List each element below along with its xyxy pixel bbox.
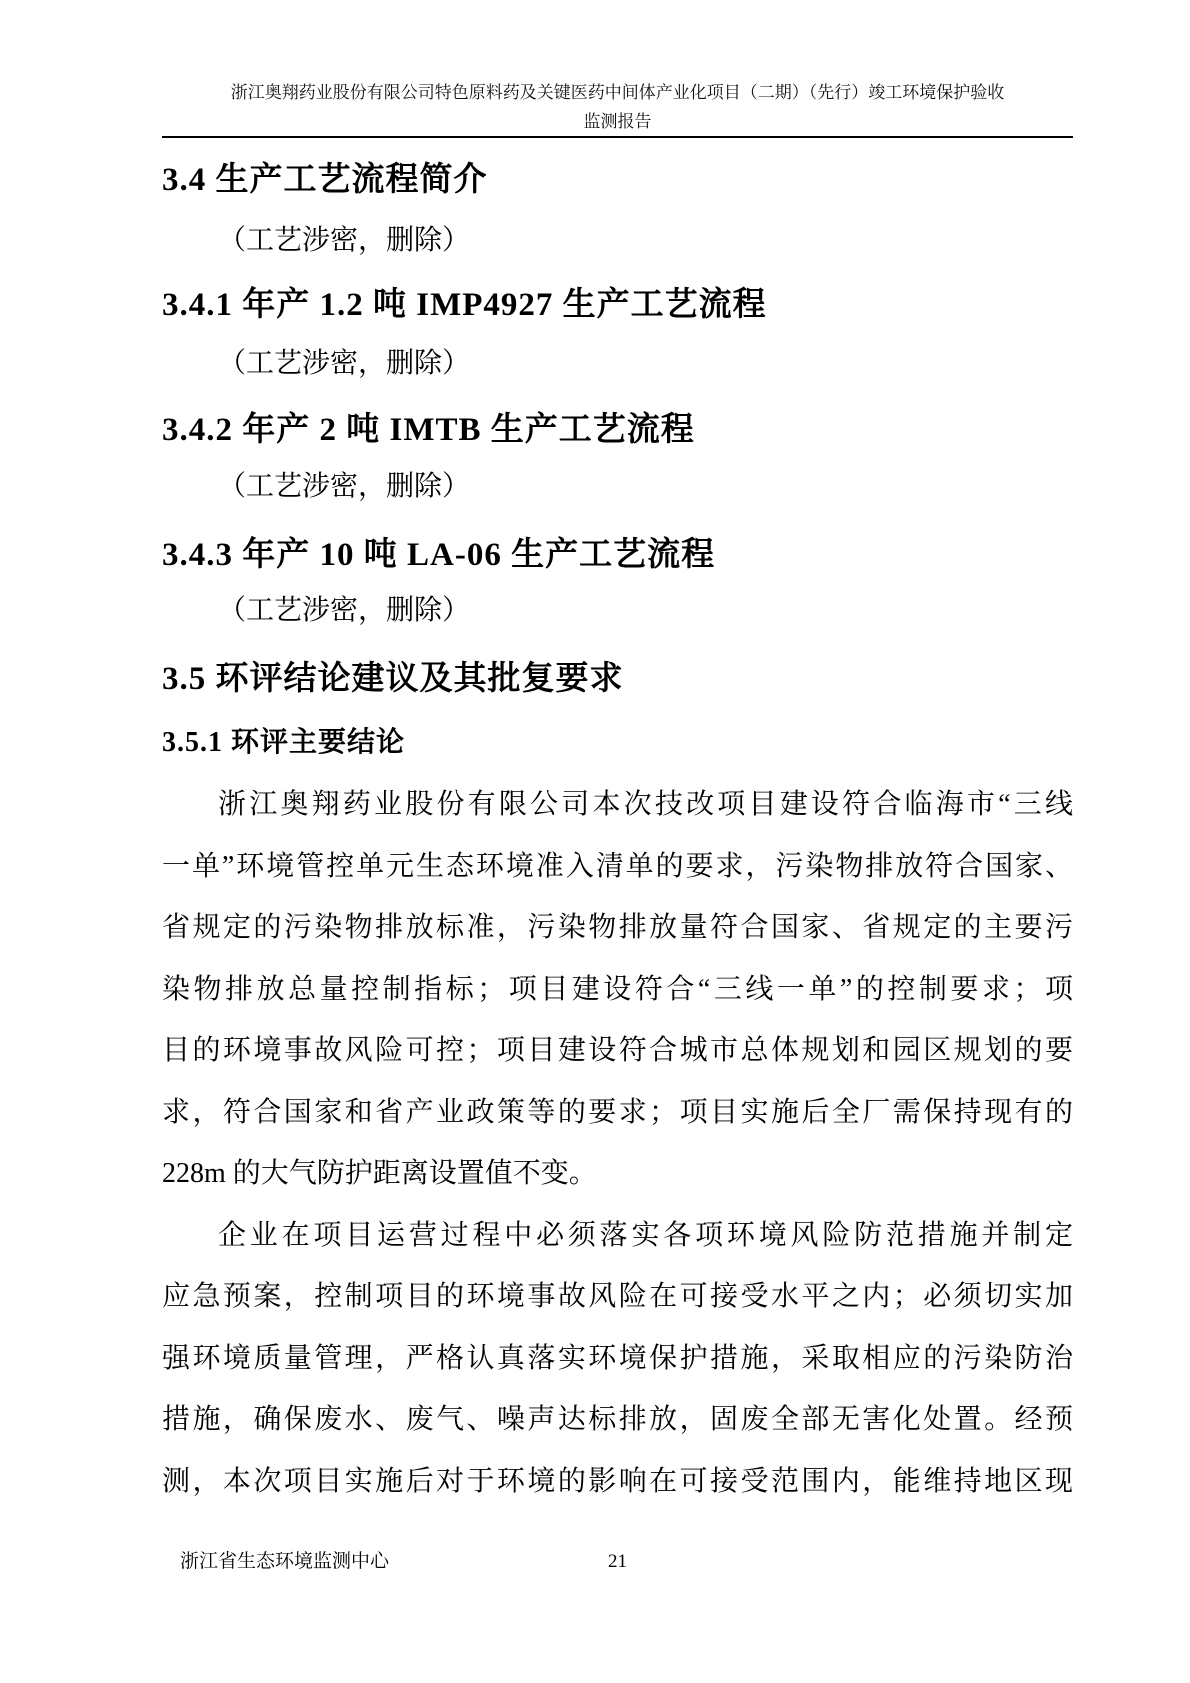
paragraph-line: 目的环境事故风险可控；项目建设符合城市总体规划和园区规划的要 <box>162 1035 1073 1066</box>
header-divider <box>162 136 1073 138</box>
paragraph-line: 省规定的污染物排放标准，污染物排放量符合国家、省规定的主要污 <box>162 912 1073 943</box>
paragraph-line: 企业在项目运营过程中必须落实各项环境风险防范措施并制定 <box>218 1219 1073 1251</box>
heading-3-4-3: 3.4.3 年产 10 吨 LA-06 生产工艺流程 <box>162 537 716 573</box>
confidential-note: （工艺涉密，删除） <box>218 471 471 502</box>
heading-3-5: 3.5 环评结论建议及其批复要求 <box>162 661 624 697</box>
page-number: 21 <box>608 1551 627 1572</box>
paragraph-line: 测，本次项目实施后对于环境的影响在可接受范围内，能维持地区现 <box>162 1465 1073 1497</box>
heading-3-5-1: 3.5.1 环评主要结论 <box>162 727 406 758</box>
paragraph-line: 染物排放总量控制指标；项目建设符合“三线一单”的控制要求；项 <box>162 973 1073 1005</box>
paragraph-line: 求，符合国家和省产业政策等的要求；项目实施后全厂需保持现有的 <box>162 1096 1073 1128</box>
confidential-note: （工艺涉密，删除） <box>218 348 471 379</box>
header-title-line2: 监测报告 <box>583 112 652 131</box>
paragraph-line: 应急预案，控制项目的环境事故风险在可接受水平之内；必须切实加 <box>162 1281 1073 1312</box>
header-title-line1: 浙江奥翔药业股份有限公司特色原料药及关键医药中间体产业化项目（二期）（先行）竣工环境保护验收 <box>230 83 1005 102</box>
paragraph-line: 强环境质量管理，严格认真落实环境保护措施，采取相应的污染防治 <box>162 1342 1073 1374</box>
paragraph-line: 一单”环境管控单元生态环境准入清单的要求，污染物排放符合国家、 <box>162 850 1073 882</box>
paragraph-line: 浙江奥翔药业股份有限公司本次技改项目建设符合临海市“三线 <box>218 789 1073 820</box>
heading-3-4: 3.4 生产工艺流程简介 <box>162 162 488 198</box>
page-header <box>162 78 1073 136</box>
page-footer <box>162 1548 1073 1576</box>
heading-3-4-1: 3.4.1 年产 1.2 吨 IMP4927 生产工艺流程 <box>162 287 767 323</box>
paragraph-line: 228m 的大气防护距离设置值不变。 <box>162 1158 597 1189</box>
eia-conclusion-paragraph-2 <box>162 1205 1073 1513</box>
eia-conclusion-paragraph-1 <box>162 774 1073 1205</box>
paragraph-line: 措施，确保废水、废气、噪声达标排放，固废全部无害化处置。经预 <box>162 1404 1073 1435</box>
confidential-note: （工艺涉密，删除） <box>218 595 471 626</box>
confidential-note: （工艺涉密，删除） <box>218 225 471 256</box>
heading-3-4-2: 3.4.2 年产 2 吨 IMTB 生产工艺流程 <box>162 412 695 448</box>
footer-organization: 浙江省生态环境监测中心 <box>180 1551 390 1572</box>
